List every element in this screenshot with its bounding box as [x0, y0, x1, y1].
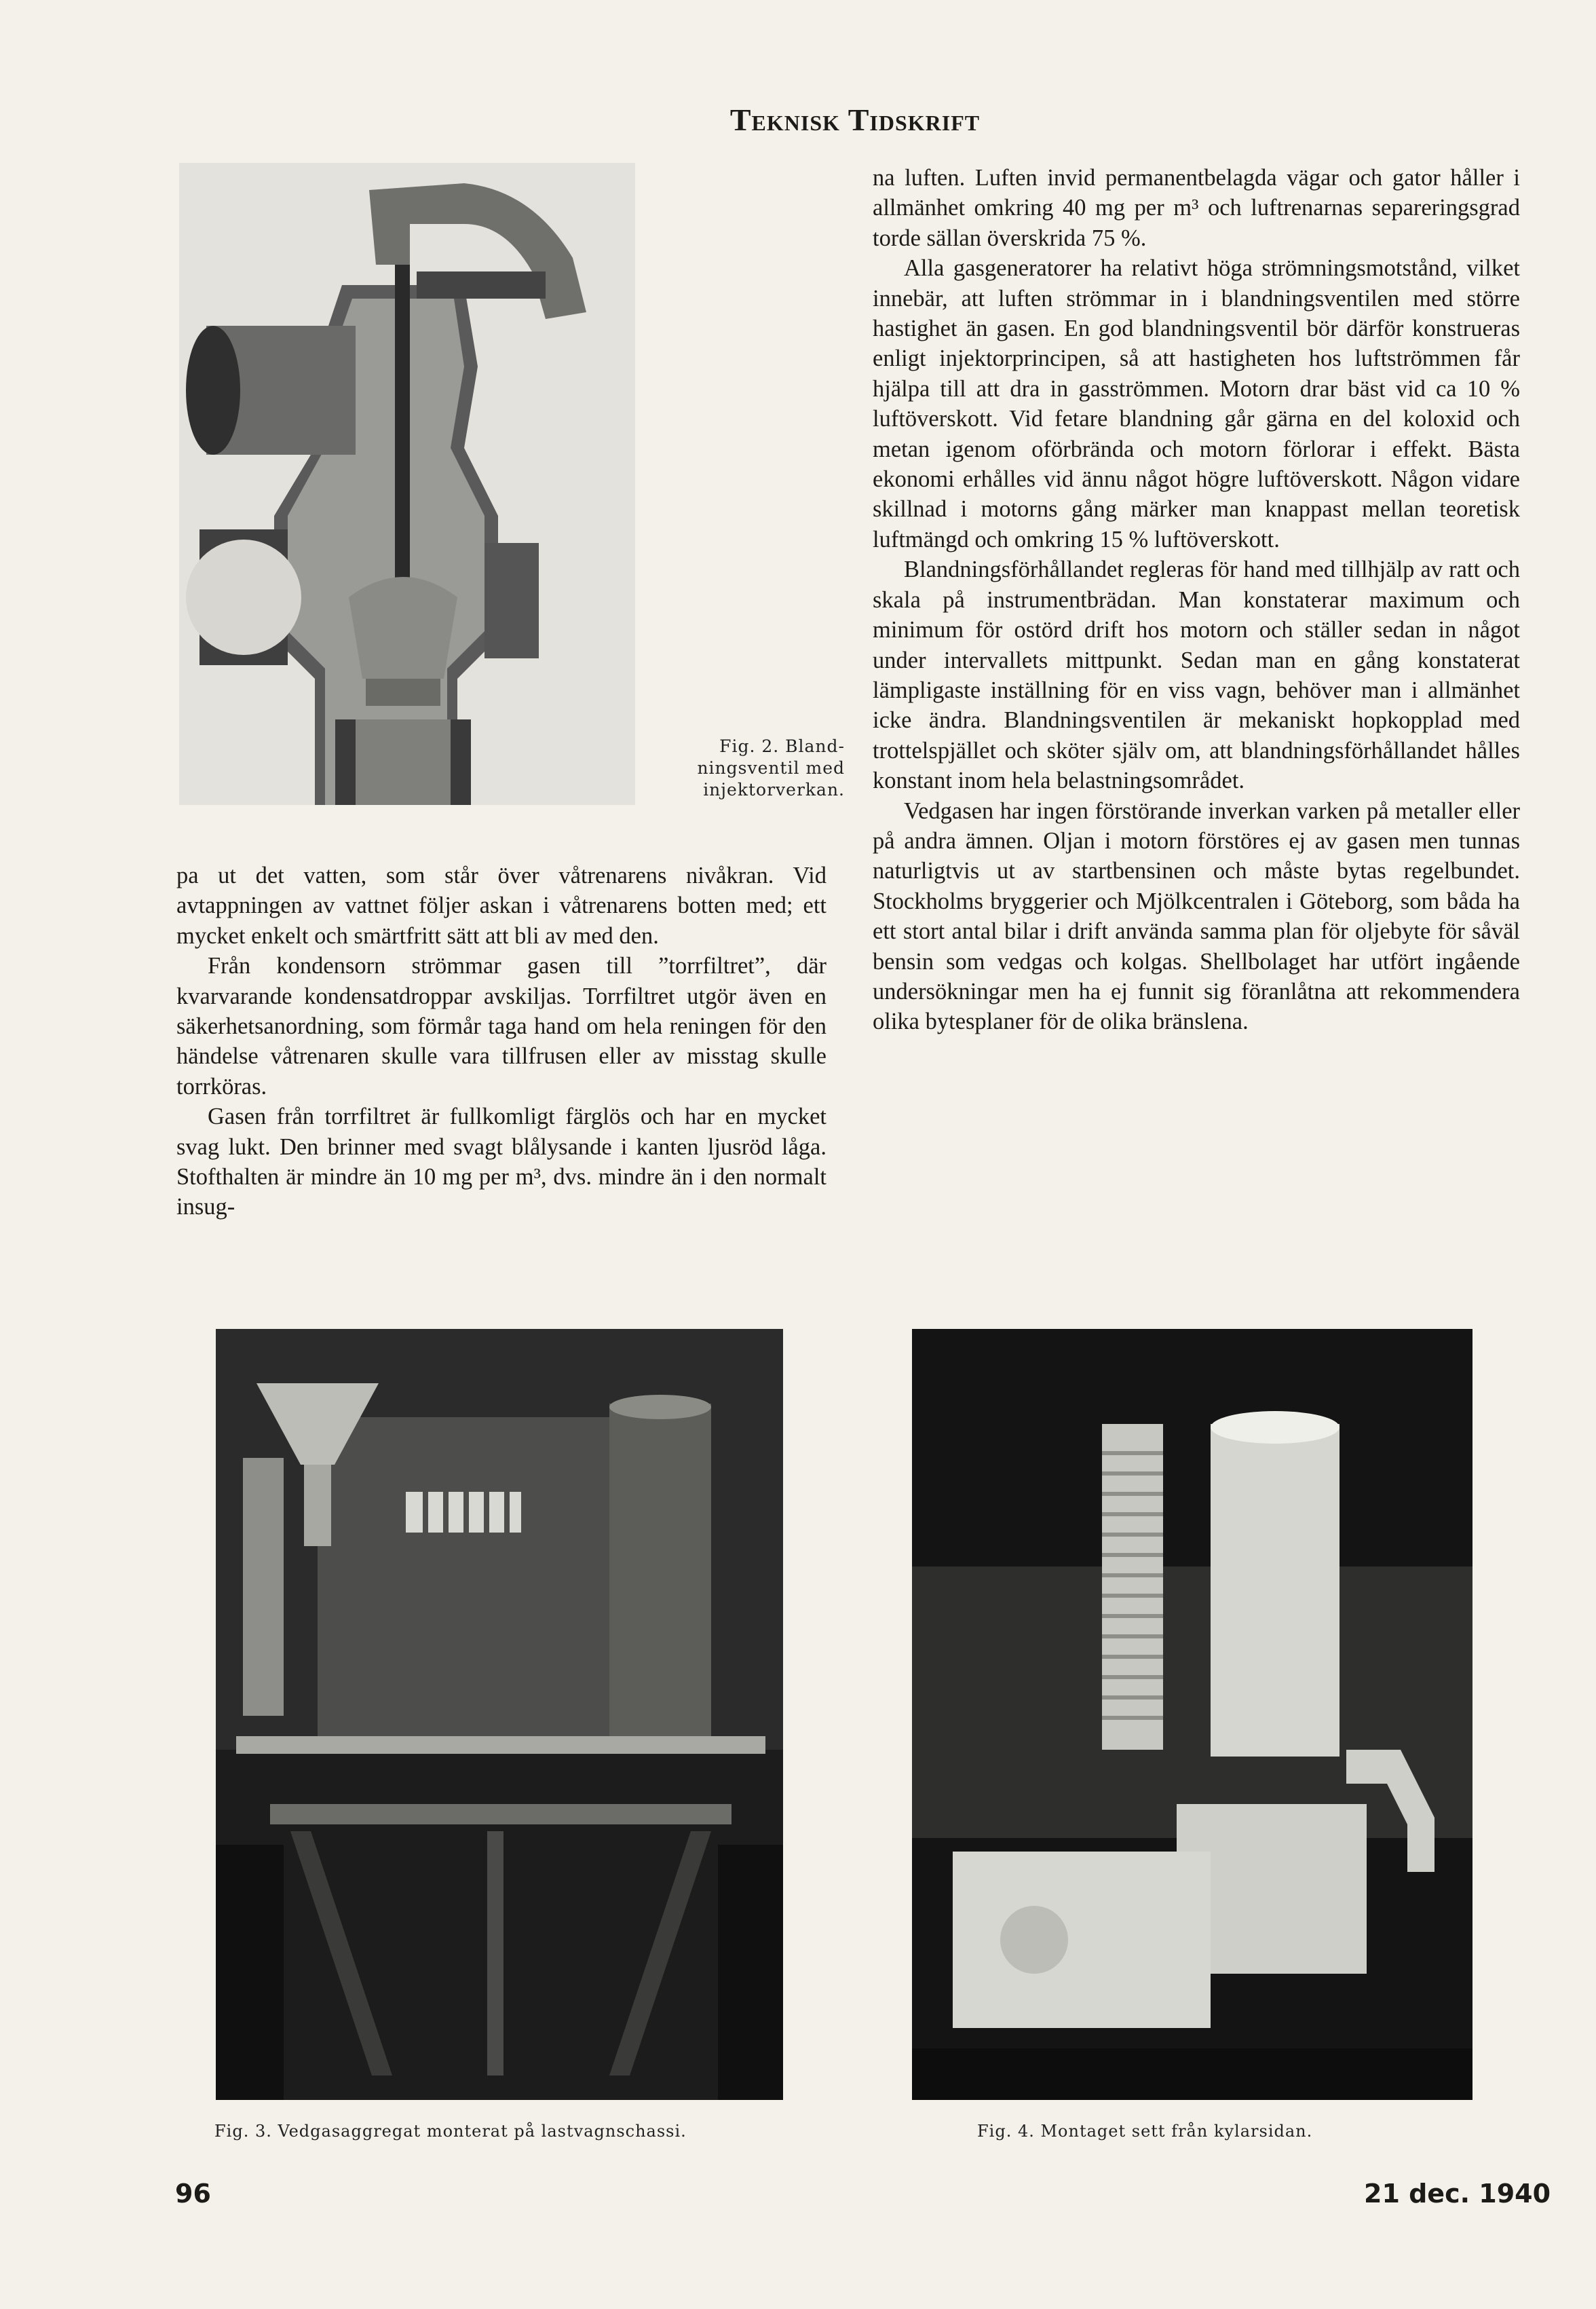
issue-date: 21 dec. 1940: [1364, 2179, 1551, 2209]
journal-title: Teknisk Tidskrift: [729, 102, 981, 137]
left-column: [176, 861, 826, 1222]
paragraph: Vedgasen har ingen förstörande inverkan varken på metaller eller på andra ämnen. Oljan i motorn förstöres ej av gasen men tunnas naturligtvis ut av startbensinen och måste bytas regelbundet. Stockholms bryggerier och Mjölkcentralen i Göteborg, som båda ha ett stort antal bilar i drift använda samma plan för oljebyte för såväl bensin som vedgas och kolgas. Shellbolaget har utfört ingående undersökningar men ha ej funnit sig föranlåtna att rekommendera olika bytesplaner för de olika bränslena.: [873, 797, 1520, 1035]
paragraph: Gasen från torrfiltret är fullkomligt färglös och har en mycket svag lukt. Den brinner med svagt blålysande i kanten ljusröd låga. Stofthalten är mindre än 10 mg per m³, dvs. mindre än i den normalt insug-: [176, 1104, 826, 1220]
fig3-caption: Fig. 3. Vedgasaggregat monterat på lastvagnschassi.: [214, 2122, 687, 2141]
paragraph: pa ut det vatten, som står över våtrenarens nivåkran. Vid avtappningen av vattnet följer askan i våtrenarens botten med; ett mycket enkelt och smärtfritt sätt att bli av med den.: [176, 863, 826, 949]
fig2-caption-line: ningsventil med: [697, 758, 845, 778]
fig4-radiator-side-image: [912, 1329, 1472, 2100]
page-number: 96: [175, 2179, 211, 2209]
fig2-valve-image: [179, 163, 635, 805]
fig3-truck-chassis-image: [216, 1329, 783, 2100]
fig2-caption: [668, 736, 845, 801]
fig2-caption-line: Fig. 2. Bland-: [719, 736, 845, 756]
right-column: [873, 163, 1520, 1037]
fig2-caption-line: injektorverkan.: [703, 780, 845, 800]
paragraph: Från kondensorn strömmar gasen till ”torrfiltret”, där kvarvarande kondensatdroppar avskiljas. Torrfiltret utgör även en säkerhetsanordning, som förmår taga hand om hela reningen för den händelse våtrenaren skulle vara tillfrusen eller av misstag skulle torrköras.: [176, 953, 826, 1100]
paragraph: Alla gasgeneratorer ha relativt höga strömningsmotstånd, vilket innebär, att luften strömmar in i blandningsventilen med större hastighet än gasen. En god blandningsventil bör därför konstrueras enligt injektorprincipen, så att hastigheten hos luftströmmen får hjälpa till att dra in gasströmmen. Motorn drar bäst vid ca 10 % luftöverskott. Vid fetare blandning går gärna en del koloxid och metan igenom oförbrända och motorn förlorar i effekt. Bästa ekonomi erhålles vid ännu något högre luftöverskott. Någon vidare skillnad i motorns gång märker man knappast mellan teoretisk luftmängd och omkring 15 % luftöverskott.: [873, 255, 1520, 552]
fig4-caption: Fig. 4. Montaget sett från kylarsidan.: [977, 2122, 1313, 2141]
paragraph: Blandningsförhållandet regleras för hand med tillhjälp av ratt och skala på instrumentbrädan. Man konstaterar maximum och minimum för ostörd drift hos motorn och ställer sedan in något under intervallets mittpunkt. Sedan man en gång konstaterat lämpligaste inställning för en viss vagn, behöver man i allmänhet icke ändra. Blandningsventilen är mekaniskt hopkopplad med trottelspjället och sköter själv om, att blandningsförhållandet hålles konstant inom hela belastningsområdet.: [873, 557, 1520, 794]
paragraph: na luften. Luften invid permanentbelagda vägar och gator håller i allmänhet omkring 40 mg per m³ och luftrenarnas separeringsgrad torde sällan överskrida 75 %.: [873, 165, 1520, 251]
